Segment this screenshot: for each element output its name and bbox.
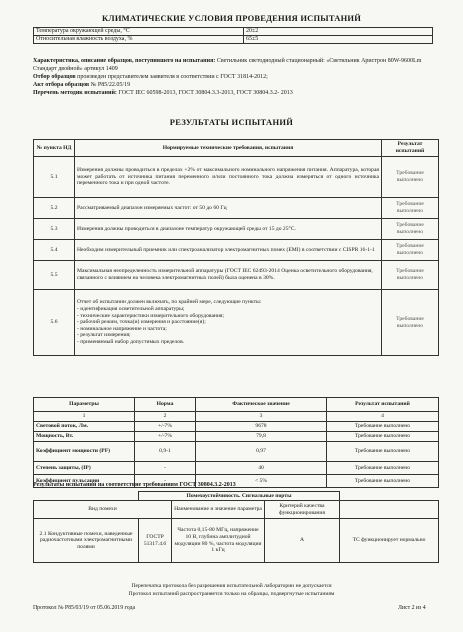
protocol-number: Протокол № Р85/03/19 от 05.06.2019 года: [33, 605, 136, 611]
sampling-act-label: Акт отбора образцов: [33, 82, 90, 88]
climate-value: 20±2: [244, 28, 433, 36]
col-header-req: Нормируемые технические требования, испытания: [75, 140, 382, 157]
climate-row: [34, 28, 433, 36]
sampling-act-text: № Р85/22.05/19: [90, 82, 131, 88]
footer-note-reprint: Перепечатка протокола без разрешения испытательной лаборатории не допускается: [131, 583, 332, 589]
requirements-header-row: [34, 140, 439, 157]
column-numbers-row: [34, 412, 439, 422]
climate-title: КЛИМАТИЧЕСКИЕ УСЛОВИЯ ПРОВЕДЕНИЯ ИСПЫТАНИЙ: [101, 13, 362, 23]
sample-description: [33, 57, 433, 73]
param-result: Требование выполнено: [327, 432, 439, 442]
table-row: [34, 290, 439, 356]
param-name: Степень защиты, (IP): [34, 462, 135, 475]
col-header-num: № пункта НД: [34, 140, 75, 157]
table-row: [34, 198, 439, 219]
param-result: Требование выполнено: [327, 422, 439, 432]
column-number: 3: [196, 412, 327, 422]
param-value: 0,97: [196, 442, 327, 462]
col-header-norm: Норма: [135, 398, 196, 412]
sampling-act: [33, 81, 433, 89]
param-result: Требование выполнено: [327, 442, 439, 462]
emc-title: Результаты испытаний на соответствие требованиям ГОСТ 30804.3.2-2013: [33, 482, 236, 488]
req-result: Требование выполнено: [382, 261, 439, 290]
param-norm: +/-7%: [135, 422, 196, 432]
methods-text: ГОСТ IEC 60598-2013, ГОСТ 30804.3.3-2013, ГОСТ 30804.3.2- 2013: [118, 90, 293, 96]
emc-blank-cell: [340, 501, 439, 519]
param-value: 9678: [196, 422, 327, 432]
param-result: Требование выполнено: [327, 462, 439, 475]
param-value: < 5%: [196, 475, 327, 488]
emc-standard: ГОСТР 51317.4.6: [139, 519, 172, 563]
req-text: Измерения должны проводиться в пределах +2% от максимального номинального напряжения питания. Аппаратура, которая может работать от источника питания переменного и/или постоянного тока должна измеряться от одного источника переменного тока и при одной частоте.: [75, 157, 382, 198]
climate-table: [33, 27, 433, 44]
req-text: Отчет об испытании должен включать, по крайней мере, следующие пункты: - идентификация осветительной аппаратуры; - технические характеристики измерительного оборудования; - рабочий режим, точка(и) измерения и расстояние(я); - номинальное напряжение и частота; - результат измерения; - применяемый набор допустимых пределов.: [75, 290, 382, 356]
climate-label: Относительная влажность воздуха, %: [34, 36, 244, 44]
col-header-kind: Вид помехи: [34, 501, 172, 519]
req-num: 5.1: [34, 157, 75, 198]
parameters-table: [33, 397, 439, 488]
footer-note-scope: Протокол испытаний распространяется только на образцы, подвергнутые испытаниям: [128, 591, 335, 597]
sampling-label: Отбор образцов: [33, 74, 76, 80]
emc-criterion: А: [265, 519, 340, 563]
column-number: 1: [34, 412, 135, 422]
emc-subtitle: Помехоустойчивость. Сигнальные порты: [139, 492, 340, 501]
param-norm: -: [135, 475, 196, 488]
param-name: Коэффициент мощности (PF): [34, 442, 135, 462]
req-num: 5.6: [34, 290, 75, 356]
table-row: [34, 442, 439, 462]
param-value: 40: [196, 462, 327, 475]
col-header-value: Фактическое значение: [196, 398, 327, 412]
sampling-info: [33, 73, 433, 81]
methods-label: Перечень методик испытаний:: [33, 90, 117, 96]
sample-description-text: Светильник светодиодный стационарный: «Светильник Аристрон 80W-9600Lm Стандарт двойной» артикул 1409: [33, 58, 422, 72]
req-result: Требование выполнено: [382, 157, 439, 198]
requirements-table: [33, 139, 439, 356]
req-num: 5.2: [34, 198, 75, 219]
table-row: [34, 261, 439, 290]
param-name: Коэффициент пульсации: [34, 475, 135, 488]
emc-kind: 2.1 Кондуктивные помехи, наведенные радиочастотными электромагнитными полями: [34, 519, 139, 563]
sampling-text: произведен представителем заявителя в соответствии с ГОСТ 31814-2012;: [77, 74, 268, 80]
param-norm: -: [135, 462, 196, 475]
column-number: 4: [327, 412, 439, 422]
col-header-param: Параметры: [34, 398, 135, 412]
sample-description-label: Характеристика, описание образцов, поступившего на испытания:: [33, 58, 216, 64]
emc-blank-cell: [340, 492, 439, 501]
param-result: Требование выполнено: [327, 475, 439, 488]
emc-result: ТС функционирует нормально: [340, 519, 439, 563]
table-row: [34, 157, 439, 198]
table-row: [34, 219, 439, 240]
col-header-criterion: Критерий качества функционирования: [265, 501, 340, 519]
req-text: Рассматриваемый диапазон измеряемых частот: от 50 до 60 Гц: [75, 198, 382, 219]
emc-header-row: [34, 501, 439, 519]
climate-label: Температура окружающей среды, °С: [34, 28, 244, 36]
parameters-header-row: [34, 398, 439, 412]
emc-param: Частота 0,15-80 МГц, напряжение 10 В, глубина амплитудной модуляции 80 %, частота модуляции 1 кГц: [172, 519, 265, 563]
req-text: Необходим измерительный приемник или спектроанализатор электромагнитных помех (ЕМI) в соответствии с CISPR 16-1-1: [75, 240, 382, 261]
param-name: Мощность, Вт.: [34, 432, 135, 442]
table-row: [34, 240, 439, 261]
req-result: Требование выполнено: [382, 198, 439, 219]
info-block: [33, 57, 433, 97]
climate-value: 65±5: [244, 36, 433, 44]
col-header-result: Результат испытаний: [327, 398, 439, 412]
param-value: 79,8: [196, 432, 327, 442]
req-result: Требование выполнено: [382, 290, 439, 356]
param-norm: +/-7%: [135, 432, 196, 442]
table-row: [34, 432, 439, 442]
req-text: Максимальная неопределенность измерительной аппаратуры (ГОСТ IEC 62493-2014 Оценка осветительного оборудования, связанного с влиянием на человека электромагнитных полей) была оценена в 30%.: [75, 261, 382, 290]
param-norm: 0,9-1: [135, 442, 196, 462]
results-title: РЕЗУЛЬТАТЫ ИСПЫТАНИЙ: [169, 117, 294, 127]
req-num: 5.3: [34, 219, 75, 240]
emc-subtitle-row: [34, 492, 439, 501]
req-num: 5.4: [34, 240, 75, 261]
table-row: [34, 462, 439, 475]
col-header-result: Результат испытаний: [382, 140, 439, 157]
req-num: 5.5: [34, 261, 75, 290]
emc-table: [33, 491, 439, 563]
req-result: Требование выполнено: [382, 240, 439, 261]
methods-list: [33, 89, 433, 97]
table-row: [34, 422, 439, 432]
column-number: 2: [135, 412, 196, 422]
col-header-param: Наименование и значение параметра: [172, 501, 265, 519]
param-name: Световой поток, Лм.: [34, 422, 135, 432]
emc-blank-cell: [34, 492, 139, 501]
climate-row: [34, 36, 433, 44]
page-number: Лист 2 из 4: [398, 605, 426, 611]
table-row: [34, 519, 439, 563]
req-text: Измерения должны проводиться в диапазоне температур окружающей среды от 15 до 25°С.: [75, 219, 382, 240]
req-result: Требование выполнено: [382, 219, 439, 240]
